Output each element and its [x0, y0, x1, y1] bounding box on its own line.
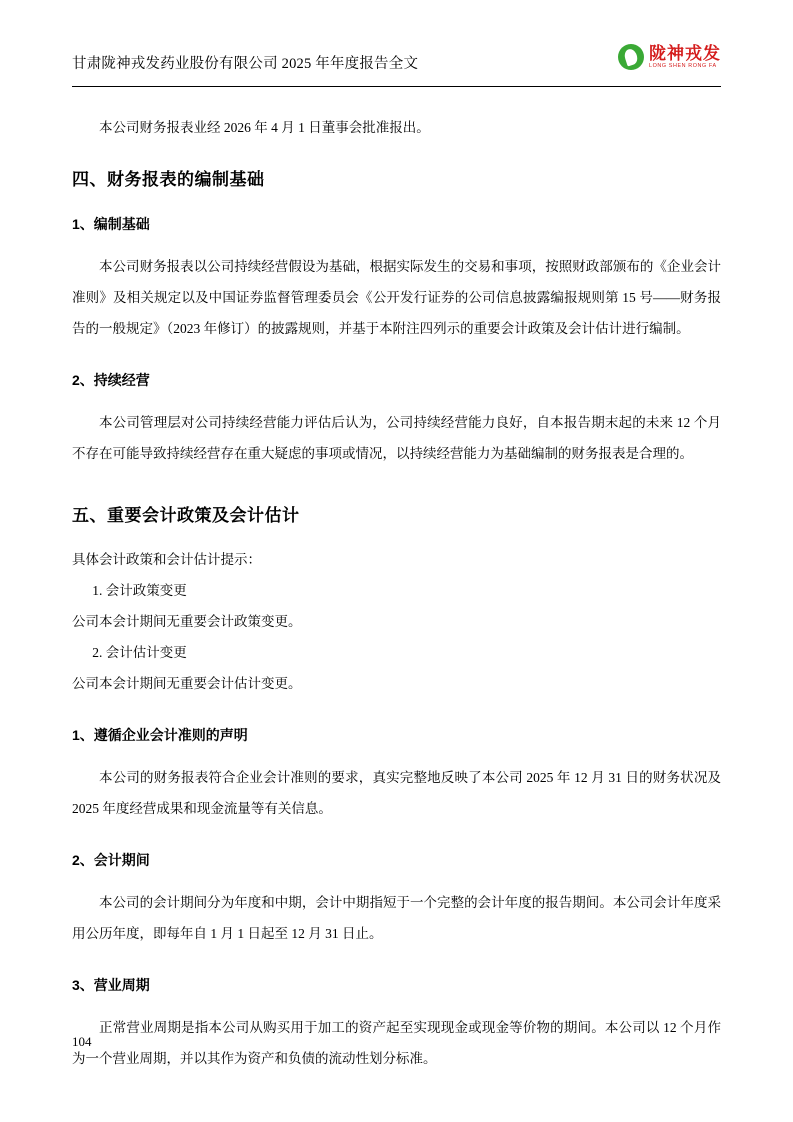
logo-english-name: LONG SHEN RONG FA — [649, 62, 717, 69]
paragraph-5-1: 本公司的财务报表符合企业会计准则的要求，真实完整地反映了本公司 2025 年 12 月 31 日的财务状况及 2025 年度经营成果和现金流量等有关信息。 — [72, 770, 721, 816]
subsection-heading-4-1: 1、编制基础 — [72, 216, 150, 232]
subsection-heading-5-1: 1、遵循企业会计准则的声明 — [72, 727, 248, 743]
section-five-list-item-3: 2. 会计估计变更 — [92, 645, 187, 660]
paragraph-5-2: 本公司的会计期间分为年度和中期，会计中期指短于一个完整的会计年度的报告期间。本公司会计年度采用公历年度，即每年自 1 月 1 日起至 12 月 31 日止。 — [72, 895, 721, 941]
section-five-intro: 具体会计政策和会计估计提示： — [72, 552, 261, 567]
section-five-list-item-1: 1. 会计政策变更 — [92, 583, 187, 598]
document-body — [72, 90, 721, 1074]
paragraph-5-3: 正常营业周期是指本公司从购买用于加工的资产起至实现现金或现金等价物的期间。本公司以 12 个月作为一个营业周期，并以其作为资产和负债的流动性划分标准。 — [72, 1020, 721, 1066]
page-header — [72, 44, 721, 90]
header-title: 甘肃陇神戎发药业股份有限公司 2025 年年度报告全文 — [72, 56, 419, 72]
subsection-heading-5-2: 2、会计期间 — [72, 852, 150, 868]
paragraph-4-1: 本公司财务报表以公司持续经营假设为基础，根据实际发生的交易和事项，按照财政部颁布的《企业会计准则》及相关规定以及中国证券监督管理委员会《公开发行证券的公司信息披露编报规则第 15 号——财务报告的一般规定》（2023 年修订）的披露规则，并基于本附注四列示的重要会计政策及会计估计进行编制。 — [72, 259, 721, 336]
section-five-list-item-2: 公司本会计期间无重要会计政策变更。 — [72, 614, 302, 629]
company-logo — [618, 44, 721, 70]
page-number: 104 — [72, 1034, 92, 1049]
page-content — [72, 44, 721, 1074]
section-heading-five: 五、重要会计政策及会计估计 — [72, 506, 300, 525]
logo-wordmark — [649, 45, 721, 69]
subsection-heading-4-2: 2、持续经营 — [72, 372, 150, 388]
paragraph-4-2: 本公司管理层对公司持续经营能力评估后认为，公司持续经营能力良好，自本报告期末起的未来 12 个月不存在可能导致持续经营存在重大疑虑的事项或情况，以持续经营能力为基础编制的财务报表是合理的。 — [72, 415, 721, 461]
logo-chinese-name: 陇神戎发 — [649, 43, 721, 63]
approval-note: 本公司财务报表业经 2026 年 4 月 1 日董事会批准报出。 — [99, 120, 430, 135]
leaf-circle-logo-icon — [618, 44, 644, 70]
section-heading-four: 四、财务报表的编制基础 — [72, 170, 265, 189]
section-five-list-item-4: 公司本会计期间无重要会计估计变更。 — [72, 676, 302, 691]
header-divider — [72, 86, 721, 87]
subsection-heading-5-3: 3、营业周期 — [72, 977, 150, 993]
